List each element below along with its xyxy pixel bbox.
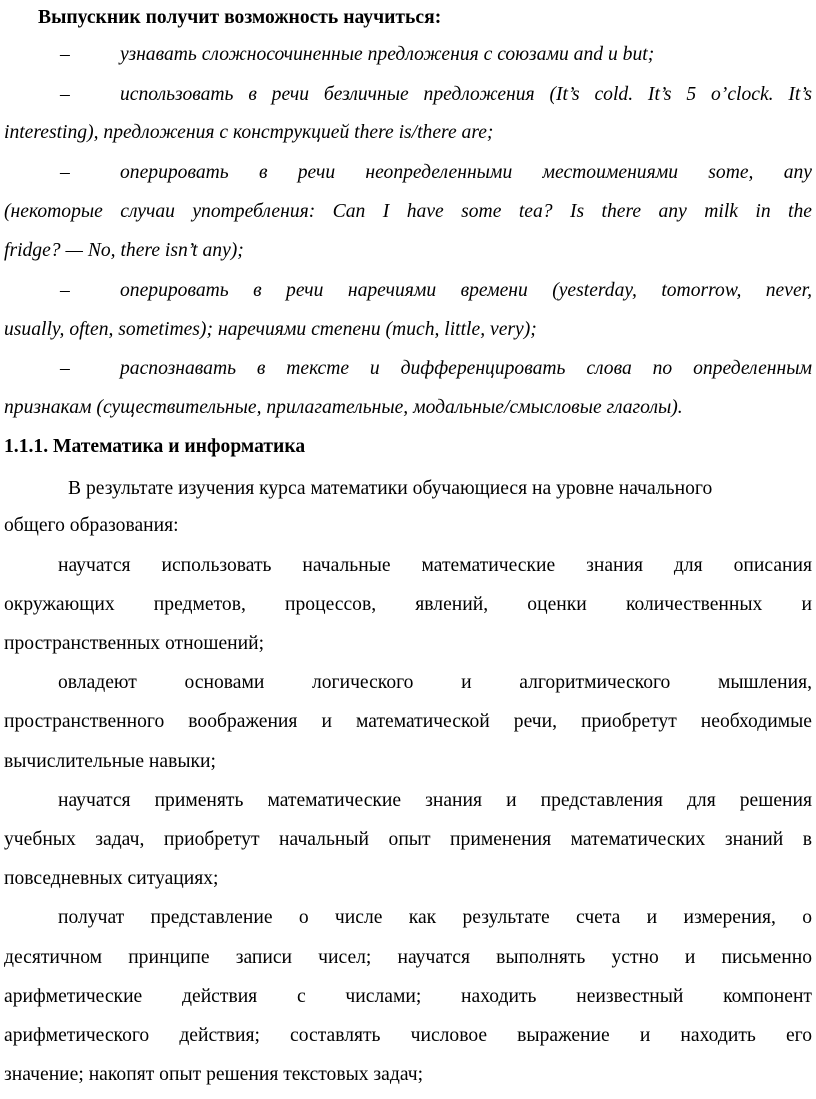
bullet-text: оперировать в речи неопределенными местоимениями some, any [120, 162, 812, 183]
paragraph-line: арифметического действия; составлять числовое выражение и находить его [4, 1025, 812, 1046]
paragraph-line: пространственных отношений; [4, 633, 265, 654]
paragraph-line: повседневных ситуациях; [4, 868, 219, 889]
bullet-text-cont: fridge? — No, there isn’t any); [4, 240, 244, 261]
paragraph-line: значение; накопят опыт решения текстовых задач; [4, 1064, 424, 1085]
bullet-text-cont: usually, often, sometimes); наречиями степени (much, little, very); [4, 319, 537, 340]
bullet-text-cont: interesting), предложения с конструкцией there is/there are; [4, 122, 494, 143]
bullet-text: оперировать в речи наречиями времени (yesterday, tomorrow, never, [120, 280, 812, 301]
section-heading: 1.1.1. Математика и информатика [4, 436, 306, 457]
bullet-text-cont: (некоторые случаи употребления: Can I have some tea? Is there any milk in the [4, 201, 812, 222]
paragraph-line: вычислительные навыки; [4, 751, 216, 772]
bullet-text-cont: признакам (существительные, прилагательные, модальные/смысловые глаголы). [4, 397, 683, 418]
paragraph-line: научатся применять математические знания и представления для решения [58, 790, 812, 811]
bullet-text: узнавать сложносочиненные предложения с союзами and и but; [120, 44, 655, 65]
paragraph-line: десятичном принципе записи чисел; научатся выполнять устно и письменно [4, 947, 812, 968]
bullet-dash: – [60, 84, 70, 105]
paragraph-line: учебных задач, приобретут начальный опыт применения математических знаний в [4, 829, 812, 850]
paragraph-line: арифметические действия с числами; находить неизвестный компонент [4, 986, 812, 1007]
bullet-dash: – [60, 280, 70, 301]
paragraph-line: научатся использовать начальные математические знания для описания [58, 555, 812, 576]
paragraph-line: овладеют основами логического и алгоритмического мышления, [58, 672, 812, 693]
paragraph-line: пространственного воображения и математической речи, приобретут необходимые [4, 711, 812, 732]
bullet-text: использовать в речи безличные предложения (It’s cold. It’s 5 o’clock. It’s [120, 84, 812, 105]
bullet-text: распознавать в тексте и дифференцировать слова по определенным [120, 358, 812, 379]
paragraph-line: В результате изучения курса математики обучающиеся на уровне начального [68, 478, 713, 499]
bullet-dash: – [60, 162, 70, 183]
bullet-dash: – [60, 358, 70, 379]
bullet-dash: – [60, 44, 70, 65]
paragraph-line: окружающих предметов, процессов, явлений, оценки количественных и [4, 594, 812, 615]
intro-heading: Выпускник получит возможность научиться: [38, 7, 442, 28]
paragraph-line: общего образования: [4, 515, 179, 536]
paragraph-line: получат представление о числе как результате счета и измерения, о [58, 907, 812, 928]
